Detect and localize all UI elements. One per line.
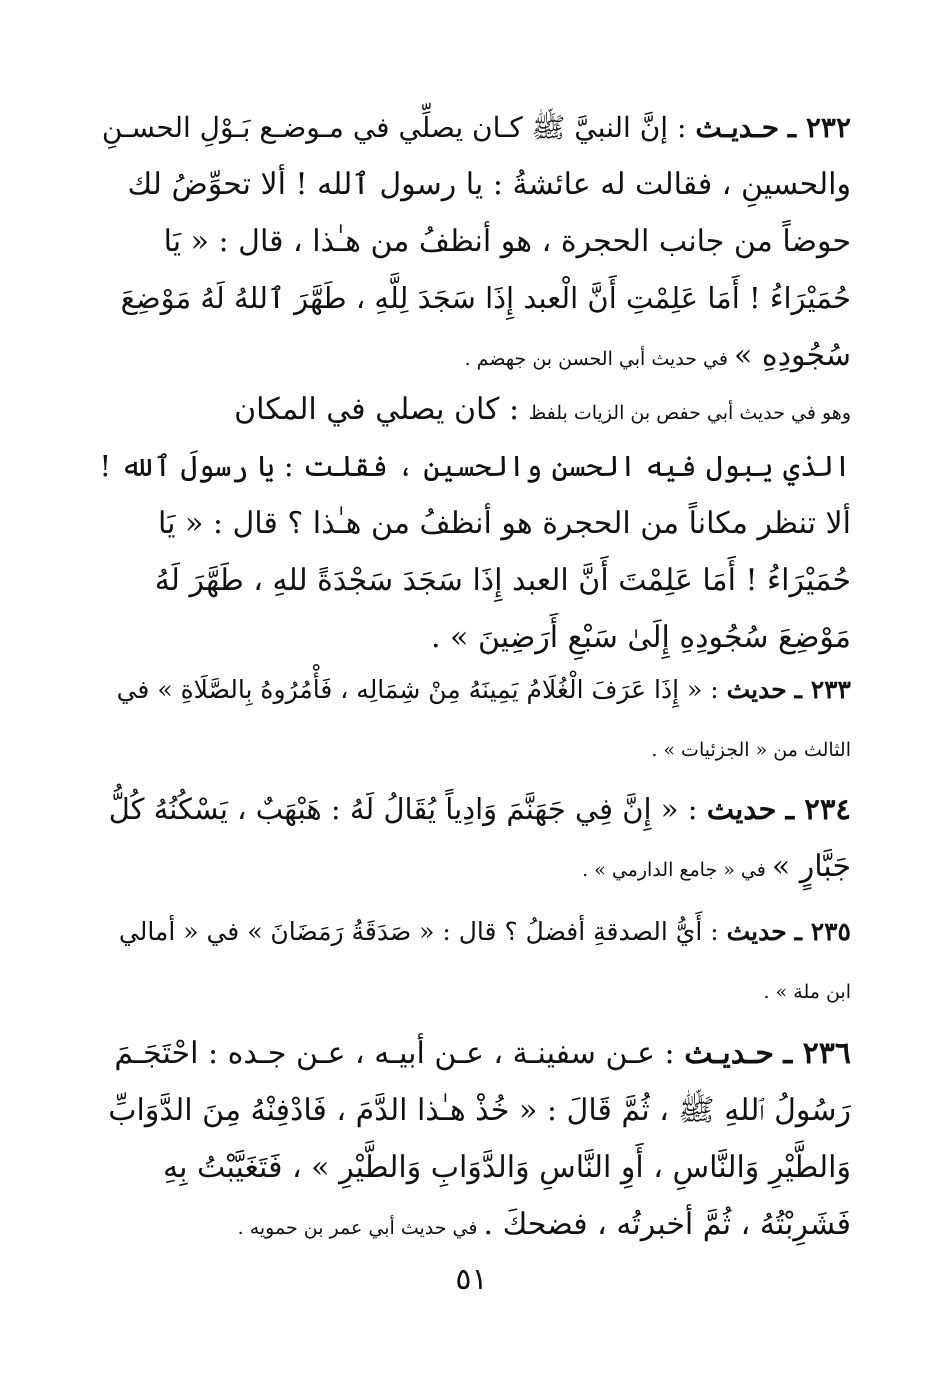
line-text: سُجُودِهِ »: [734, 338, 851, 373]
hadith-entry-236: [99, 1025, 851, 1253]
line-text: فَشَرِبْتُهُ ، ثُمَّ أخبرتُه ، فضحكَ .: [483, 1207, 851, 1242]
line-text: : أَيُّ الصدقةِ أفضلُ ؟ قال : « صَدَقَةُ رَمَضَانَ » في « أمالي: [118, 917, 727, 946]
text-line: [99, 1196, 851, 1253]
text-line: [99, 661, 851, 718]
line-text: وَالطَّيْرِ وَالنَّاسِ ، أَوِ النَّاسِ وَالدَّوَابِ وَالطَّيْرِ » ، فَتَغَيَّبْتُ بِهِ: [163, 1150, 851, 1185]
line-text: رَسُولُ ٱللهِ ﷺ ، ثُمَّ قَالَ : « خُذْ هـٰذا الدَّمَ ، فَادْفِنْهُ مِنَ الدَّوَابِّ: [108, 1093, 851, 1128]
line-text: والحسينِ ، فقالت له عائشةُ : يا رسول ٱلله ! ألا تحوِّضُ لك: [127, 167, 851, 202]
line-text: حوضاً من جانب الحجرة ، هو أنظفُ من هـٰذا ، قال : « يَا: [163, 224, 851, 259]
line-text: : إنَّ النبيَّ ﷺ كـان يصلِّي في مـوضـع بَـوْلِ الحسـنِ: [101, 111, 696, 144]
text-line: [99, 609, 851, 666]
line-text: : كان يصلي في المكان: [234, 392, 529, 427]
text-line: [99, 838, 851, 895]
text-line: [99, 99, 851, 156]
line-text: جَبَّارٍ »: [771, 849, 851, 884]
text-line: [99, 1139, 851, 1196]
line-text: حُمَيْرَاءُ ! أَمَا عَلِمْتِ أَنَّ الْعبد إِذَا سَجَدَ لِلَّهِ ، طَهَّرَ ٱللهُ لَهُ مَوْضِعَ: [120, 281, 851, 315]
source-note: في « جامع الدارمي » .: [582, 859, 772, 881]
hadith-entry-234: [99, 781, 851, 895]
hadith-variant-232: [99, 381, 851, 666]
hadith-entry-233: [99, 661, 851, 775]
text-line: [99, 213, 851, 270]
line-text: : « إِنَّ فِي جَهَنَّمَ وَادِياً يُقَالُ لَهُ : هَبْهَبٌ ، يَسْكُنُهُ كُلُّ: [108, 792, 707, 826]
hadith-entry-232: [99, 99, 851, 384]
entry-number: ٢٣٦ ـ: [783, 1036, 851, 1071]
entry-number: ٢٣٢ ـ: [787, 111, 851, 144]
hadith-keyword: حديث: [726, 917, 787, 946]
text-line: [99, 960, 851, 1017]
line-text: مَوْضِعَ سُجُودِهِ إِلَىٰ سَبْعِ أَرَضِينَ » .: [430, 620, 851, 655]
text-line: [99, 1025, 851, 1082]
text-line: [99, 781, 851, 838]
line-text: حُمَيْرَاءُ ! أَمَا عَلِمْتَ أَنَّ العبد إِذَا سَجَدَ سَجْدَةً للهِ ، طَهَّرَ لَهُ: [154, 563, 851, 598]
text-line: [99, 903, 851, 960]
line-text: ألا تنظر مكاناً من الحجرة هو أنظفُ من هـٰذا ؟ قال : « يَا: [157, 506, 851, 541]
entry-number: ٢٣٣ ـ: [794, 675, 851, 704]
source-note: الثالث من « الجزئيات » .: [651, 739, 851, 761]
text-line: [99, 156, 851, 213]
text-line: [99, 327, 851, 384]
hadith-keyword: حديث: [726, 675, 787, 704]
source-note: وهو في حديث أبي حفص بن الزيات بلفظ: [528, 402, 851, 424]
line-text: : عـن سفينـة ، عـن أبيـه ، عـن جـده : احْتَجَـمَ: [114, 1036, 685, 1071]
hadith-keyword: حـديـث: [695, 111, 780, 144]
text-line: [99, 381, 851, 438]
source-note: في حديث أبي الحسن بن جهضم .: [464, 348, 735, 370]
page-number: ٥١: [455, 1262, 488, 1297]
text-line: [99, 495, 851, 552]
source-note: في حديث أبي عمر بن حمويه .: [237, 1217, 484, 1239]
text-line: [99, 552, 851, 609]
text-line: [99, 270, 851, 327]
entry-number: ٢٣٥ ـ: [794, 917, 851, 946]
entry-number: ٢٣٤ ـ: [785, 792, 851, 826]
text-line: [99, 718, 851, 775]
text-line: [99, 438, 851, 495]
line-text: : « إِذَا عَرَفَ الْغُلَامُ يَمِينَهُ مِنْ شِمَالِه ، فَأْمُرُوهُ بِالصَّلَاةِ » في: [116, 675, 727, 704]
hadith-keyword: حديث: [706, 792, 777, 826]
line-text: الذي يبول فيه الحسن والحسين ، فقلت : يا رسولَ ٱلله !: [99, 449, 851, 483]
hadith-keyword: حـديـث: [684, 1036, 774, 1071]
hadith-entry-235: [99, 903, 851, 1017]
source-note: ابن ملة » .: [763, 981, 851, 1003]
text-line: [99, 1082, 851, 1139]
